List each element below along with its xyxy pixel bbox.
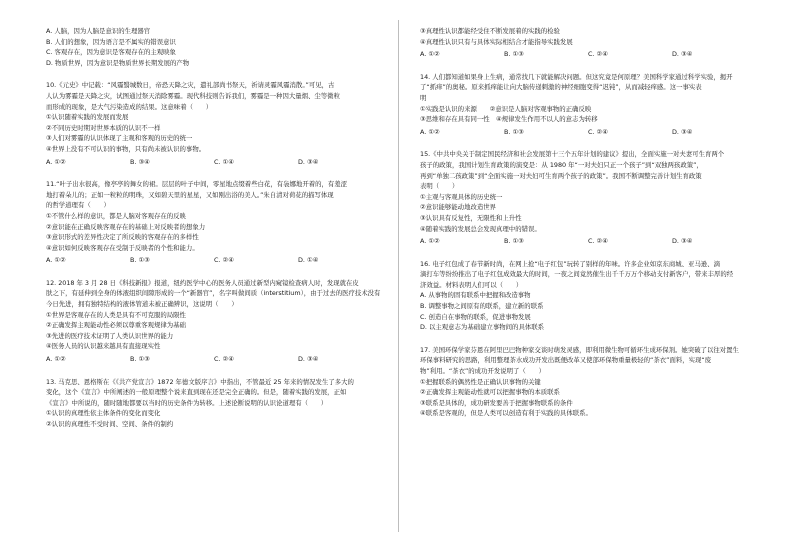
option: A. ①② bbox=[420, 50, 440, 59]
question-stem: 济效益。材料表明人们可以（ ） bbox=[420, 280, 523, 289]
question-14 bbox=[420, 72, 758, 138]
question-stem: 表明（ ） bbox=[420, 182, 459, 191]
question-stem: 11.“叶子出水很高，像亭亭的舞女的裙。层层的叶子中间，零星地点缀着些白花，有袅娜地开着的，有羞涩 bbox=[46, 180, 348, 189]
option: C. 客观存在，因为意识是客观存在的主观映象 bbox=[46, 48, 176, 57]
statement-item: ②不同历史时期对世界本质的认识不一样 bbox=[46, 123, 161, 132]
option: B. ①③ bbox=[504, 127, 524, 136]
question-stem: 变化，这个《宣言》中所阐述的一般原理整个说来直到现在还是完全正确的。但是，随着实践的发展，正如 bbox=[46, 388, 347, 397]
option: B. ①③ bbox=[504, 237, 524, 246]
statement-item: ③联系是具体的，成功研发要善于把握事物联系的条件 bbox=[420, 398, 573, 407]
option: C. ②④ bbox=[214, 355, 234, 364]
statement-item: ④随着实践的发展总会发现真理中的错误。 bbox=[420, 224, 541, 233]
statement-item: ①不管什么样的意识，都是人脑对客观存在的反映 bbox=[46, 211, 186, 220]
statement-item: ③意识形式的差异性决定了所反映的客观存在的多样性 bbox=[46, 233, 199, 242]
q9-options bbox=[46, 26, 384, 68]
statement-item: ③人们对雾霾的认识体现了主观和客观的历史的统一 bbox=[46, 134, 193, 143]
answer-options bbox=[420, 127, 758, 138]
question-13 bbox=[46, 377, 384, 430]
answer-options bbox=[46, 354, 384, 365]
question-stem: 肤之下，有延伸到全身的体液组织间隙形成的一个“新器官”，名字叫做间质（interstitium），由于过去的医疗技术没有 bbox=[46, 289, 381, 298]
statement-item: ④真理性认识只有与具体实际相结合才能指导实践发展 bbox=[420, 37, 573, 46]
statement-item: ②意识能在正确反映客观存在的基础上对反映者的想象力 bbox=[46, 222, 206, 231]
statement-item: ①认识的真理性依主体条件的变化而变化 bbox=[46, 409, 161, 418]
question-stem: 12. 2018 年 3 月 28 日《科技新报》报道，纽约医学中心的医务人员通过新型内窥镜检查病人时，发现就在皮 bbox=[46, 278, 359, 287]
question-stem: 14. 人们都知道如果身上生病，通常找几下就能解决问题。但这究竟是何原理？美国科学家通过科学实验，揭开 bbox=[420, 72, 733, 81]
statement-item: ①世界是客观存在的人类是具有不可克服的局限性 bbox=[46, 310, 186, 319]
statement-item: ②正确发挥主观能动性就可以把握事物的本质联系 bbox=[420, 388, 560, 397]
option: D. ①④ bbox=[298, 256, 319, 265]
option: A. ①② bbox=[420, 237, 440, 246]
option: B. ①③ bbox=[504, 50, 524, 59]
statement-item: ①主观与客观具体的历史统一 bbox=[420, 192, 503, 201]
option: C. ②④ bbox=[588, 237, 608, 246]
statement-item: ④医务人员的认识越来越具有直接现实性 bbox=[46, 342, 161, 351]
statement-item: ①实践是认识的来源 ②意识是人脑对客观事物的正确反映 bbox=[420, 104, 592, 113]
question-10 bbox=[46, 80, 384, 167]
question-stem: 人认为雾霾是天降之灾，试图通过祭天消除雾霾。现代科技则告诉我们，雾霾是一种因大量烟、尘等微粒 bbox=[46, 91, 340, 100]
answer-options bbox=[46, 255, 384, 266]
question-stem: 的哲学道理有（ ） bbox=[46, 201, 110, 210]
question-stem: 了“抓痒”的奥秘。原来抓痒能让向大脑传递刺激的神经细胞变得“迟钝”，从而减轻痒感。这一事实表 bbox=[420, 83, 702, 92]
statement-item: ③思维和存在具有同一性 ④规律发生作用不以人的意志为转移 bbox=[420, 115, 598, 124]
answer-options bbox=[420, 49, 758, 60]
statement-item: ①把握联系的偶然性是正确认识事物的关键 bbox=[420, 377, 541, 386]
statement-item: ④联系是客观的，但是人类可以创造有利于实践的具体联系。 bbox=[420, 409, 592, 418]
question-stem: 环保事料研究的思路，利用整理茶水成功开发出既便改革又使部环保物重量极轻的“茶衣”面料，实现“废 bbox=[420, 356, 712, 365]
statement-item: ②认识的真理性不受时间、空间、条件的制约 bbox=[46, 420, 174, 428]
statement-item: ②意识能够能动地改造世界 bbox=[420, 203, 497, 212]
statement-item: ④意识如何反映客观存在受制于反映者的个性和能力。 bbox=[46, 243, 199, 252]
question-stem: 再到“单独二孩政策”到“全面实施一对夫妇可生育两个孩子的政策”。我国不断调整完善计划生育政策 bbox=[420, 171, 702, 180]
option: C. ②④ bbox=[588, 127, 608, 136]
option: A. ①② bbox=[46, 355, 66, 364]
statement-item: ③认识具有反复性，无限性和上升性 bbox=[420, 213, 522, 222]
question-17 bbox=[420, 345, 758, 419]
column-divider bbox=[398, 20, 399, 532]
option: C. ②④ bbox=[588, 50, 608, 59]
question-stem: 孩子的政策，我国计划生育政策的演变是：从 1980 年“一对夫妇只正一个孩子”到“双独两孩政策”， bbox=[420, 160, 703, 169]
option: C. ②④ bbox=[214, 256, 234, 265]
option: D. ③④ bbox=[298, 355, 319, 364]
question-stem: 滴打车等纷纷推出了电子红包成效最大的时间，一夜之间竟然催生出千千万万个移动支付新客户，带来丰厚的经 bbox=[420, 270, 734, 279]
option: A. 人脑，因为人脑是意识的生理器官 bbox=[46, 27, 151, 35]
option: D. ③④ bbox=[298, 157, 319, 166]
option: A. ①② bbox=[46, 157, 66, 166]
option: D. 以主观意志为基础建立事物间的具体联系 bbox=[420, 323, 545, 332]
option: A. ①② bbox=[46, 256, 66, 265]
option: A. 从事物的固有联系中把握和改造事物 bbox=[420, 291, 531, 300]
option: D. ③④ bbox=[672, 127, 693, 136]
right-column bbox=[420, 26, 758, 419]
answer-options bbox=[420, 236, 758, 247]
option: C. 创造自在事物的联系，促进事物发展 bbox=[420, 312, 531, 321]
question-stem: 10.《元史》中记载：“风霾翳城数日，帝恐天降之灾，遣礼部尚书祭天，祈请灵霾风霾消散。”可见，古 bbox=[46, 81, 335, 90]
question-stem: 明 bbox=[420, 93, 427, 102]
question-stem: 《宣言》中所说的，随时随地都要以当时的历史条件为转移。上述论断说明的认识论道理有（ ） bbox=[46, 398, 328, 407]
option: B. ①③ bbox=[130, 256, 150, 265]
question-stem: 16. 电子红包成了春节新时尚，在网上抢“电子红包”玩转了别样的年味。许多企业如京东商城、亚马逊、滴 bbox=[420, 259, 721, 268]
question-stem: 今日先进，拥有独特结构的液体管道未被正确辨识，这说明（ ） bbox=[46, 300, 238, 309]
statement-item: ④世界上没有不可认识的事物，只有尚未被认识的事物。 bbox=[46, 144, 206, 153]
option: B. ①③ bbox=[130, 355, 150, 364]
option: B. 调整事物之间原有的联系，建立新的联系 bbox=[420, 302, 544, 311]
question-stem: 15.《中共中央关于制定国民经济和社会发展第十三个五年计划的建议》提出，全面实施一对夫妻可生育两个 bbox=[420, 150, 725, 159]
question-15 bbox=[420, 149, 758, 246]
q13-continued bbox=[420, 26, 758, 60]
option: B. ③④ bbox=[130, 157, 150, 166]
question-12 bbox=[46, 278, 384, 365]
question-stem: 17. 美国环保学家芬恩在阿里巴巴物种家交谈时萌发灵感，即利用微生物可循环生成环保剂。她突破了以往对置生 bbox=[420, 345, 739, 354]
answer-options bbox=[46, 157, 384, 168]
option: A. ①② bbox=[420, 127, 440, 136]
statement-item: ②正确发挥主观能动性必须以尊重客观规律为基础 bbox=[46, 321, 186, 330]
question-stem: 13. 马克思、恩格斯在《《共产党宣言》1872 年德文版序言》中指出，不管最近 25 年来的情况发生了多大的 bbox=[46, 377, 354, 386]
question-stem: 物”利用。“茶衣”的成功开发说明了（ ） bbox=[420, 367, 545, 376]
question-16 bbox=[420, 259, 758, 333]
statement-item: ③真理性认识都能经受住不断发展着的实践的检验 bbox=[420, 27, 560, 35]
statement-item: ①认识随着实践的发展而发展 bbox=[46, 113, 129, 122]
question-stem: 而形成的现象，是大气污染造成的结果。这意味着（ ） bbox=[46, 102, 213, 111]
left-column bbox=[46, 26, 384, 430]
option: C. ①④ bbox=[214, 157, 234, 166]
question-11 bbox=[46, 179, 384, 266]
option: D. 物质世界，因为意识是物质世界长期发展的产物 bbox=[46, 58, 190, 67]
option: D. ③④ bbox=[672, 237, 693, 246]
option: B. 人们的想象，因为语言是不属实的错误意识 bbox=[46, 37, 176, 46]
option: D. ③④ bbox=[672, 50, 693, 59]
statement-item: ③先进的医疗技术证明了人类认识世界的能力 bbox=[46, 331, 174, 340]
question-stem: 地打着朵儿的；正如一粒粒的明珠，又如碧天里的星星，又如刚出浴的美人。”朱自清对荷花的描写体现 bbox=[46, 190, 334, 199]
